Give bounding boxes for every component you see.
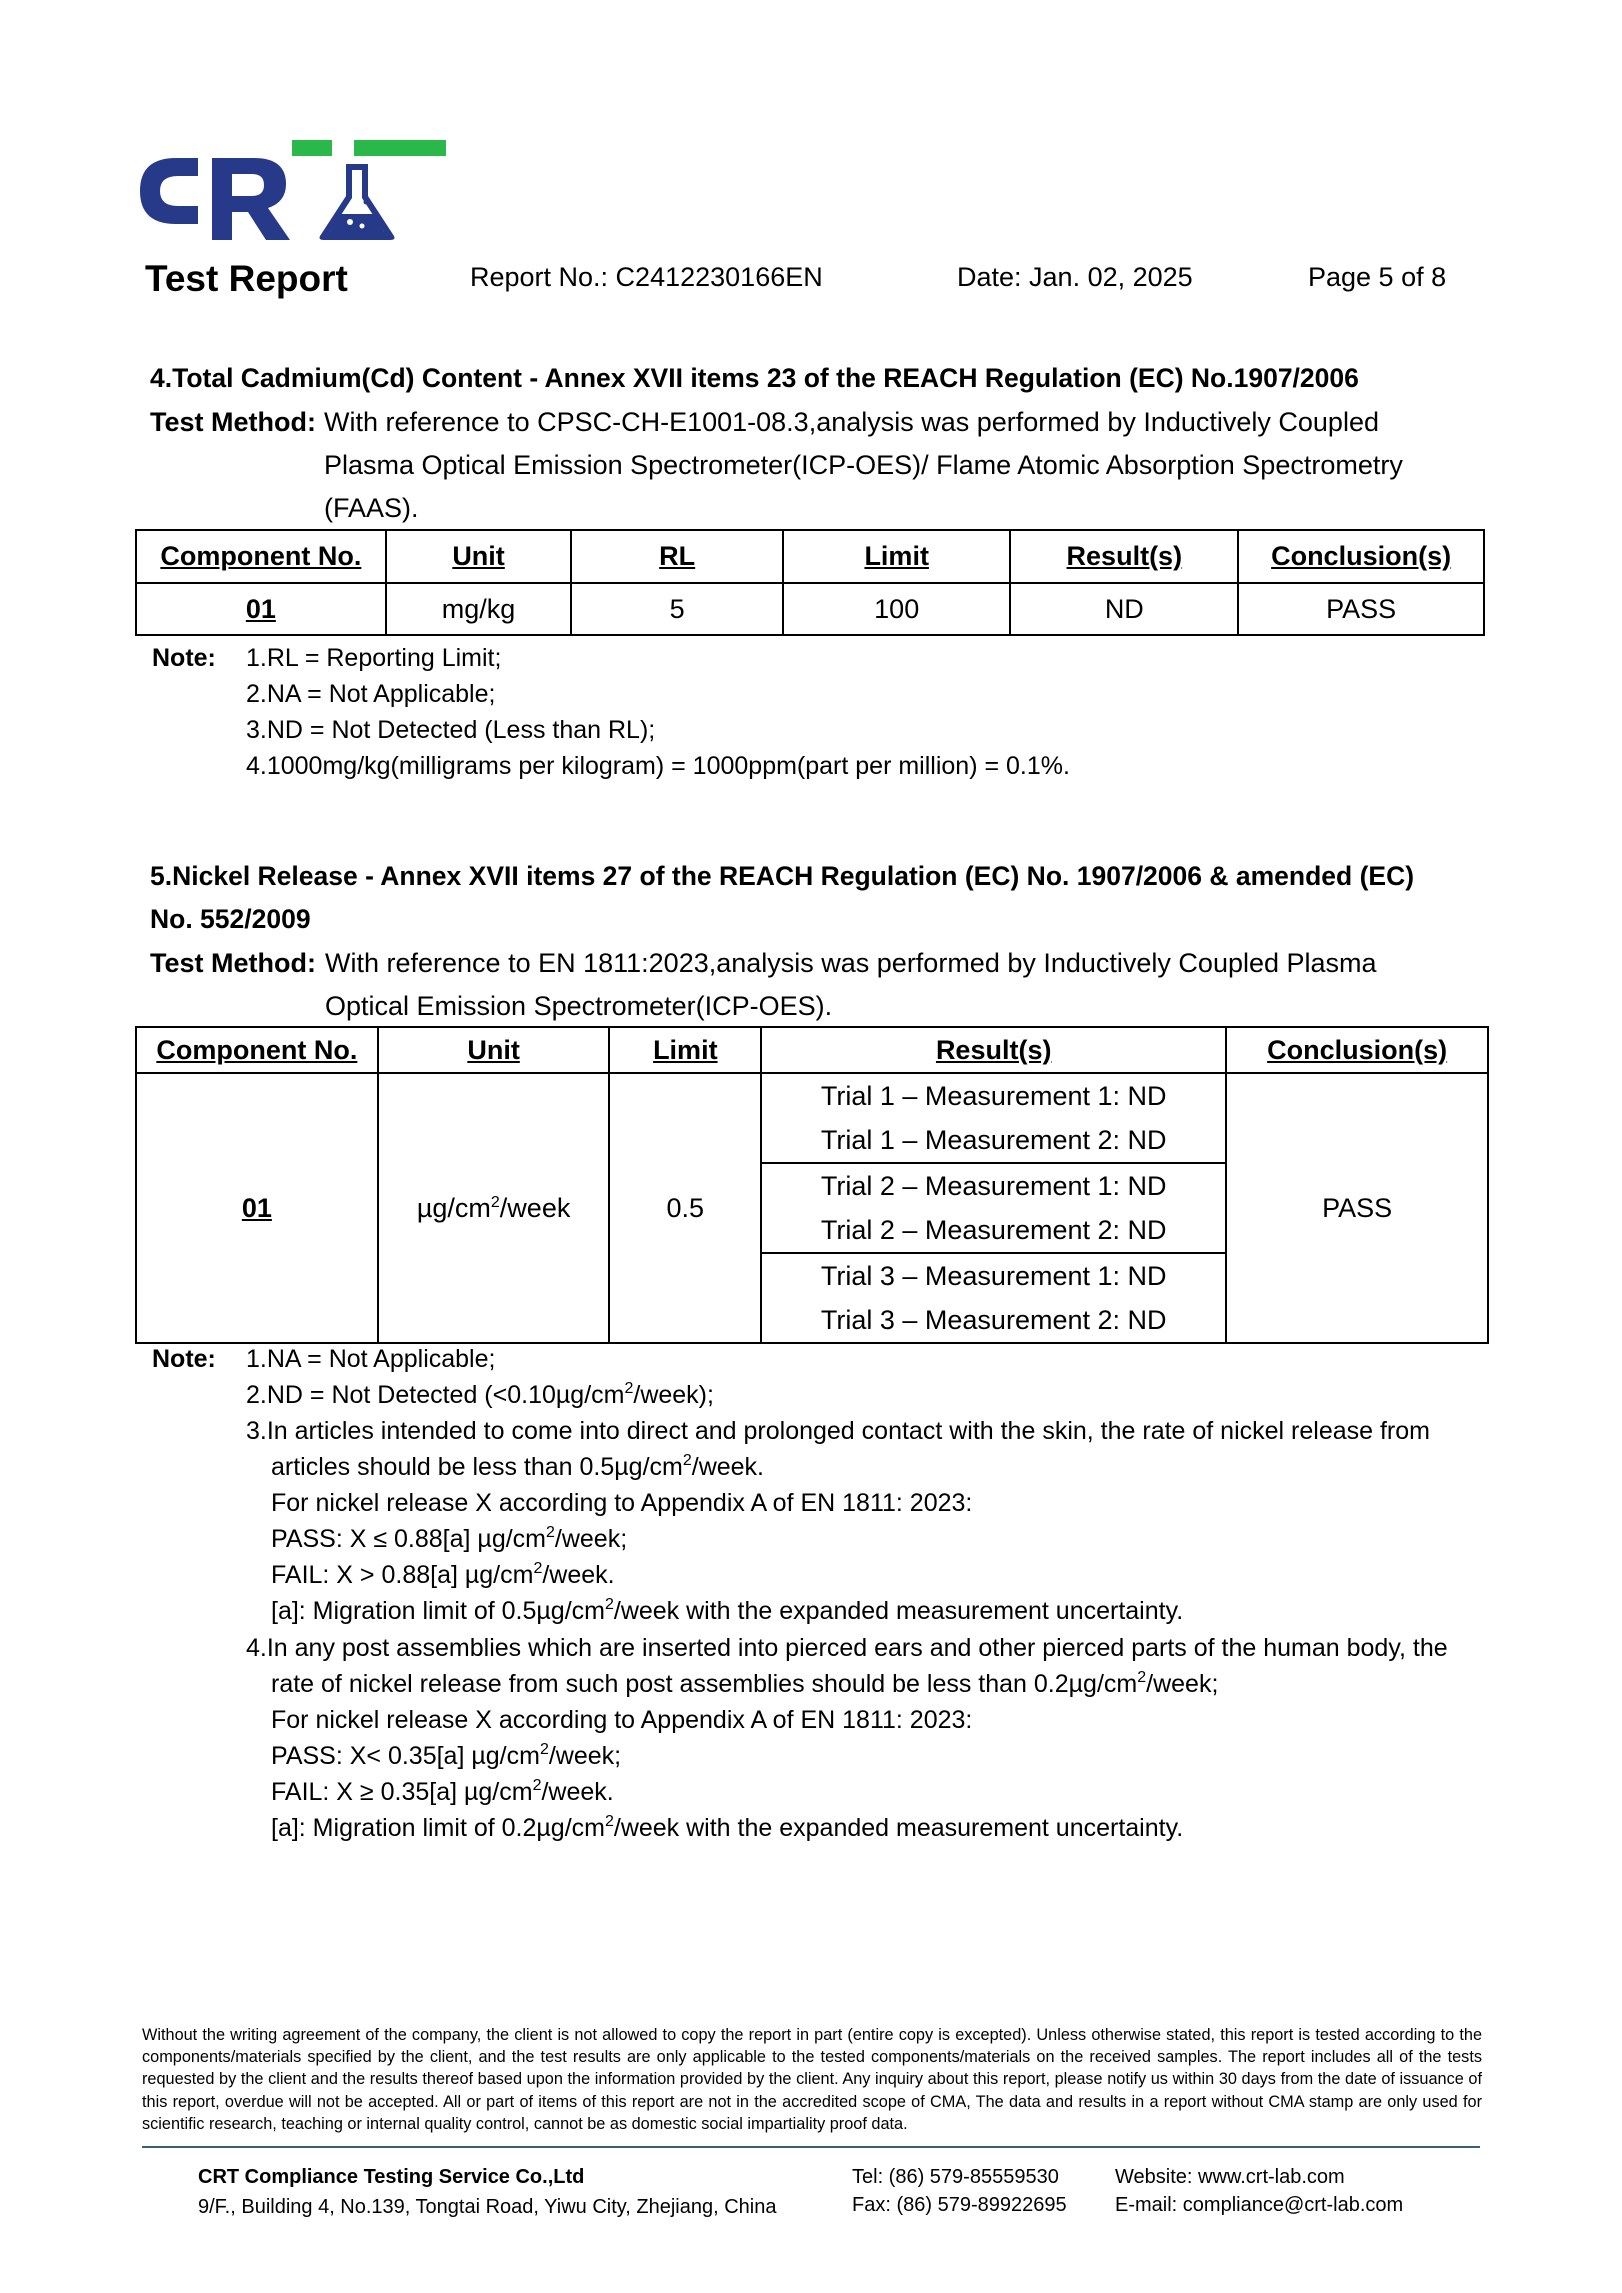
section4-method — [150, 407, 316, 438]
note-superscript: 2 — [604, 1596, 614, 1613]
trial-group-2 — [762, 1164, 1225, 1254]
col-header-limit: Limit — [609, 1027, 761, 1073]
col-header-rl: RL — [571, 530, 783, 583]
note-text: FAIL: X > 0.88[a] µg/cm — [271, 1561, 534, 1589]
footer-divider — [142, 2146, 1480, 2148]
section5-note-4e — [271, 1778, 614, 1807]
note-text: FAIL: X ≥ 0.35[a] µg/cm — [271, 1778, 533, 1806]
section5-note-3b — [271, 1453, 764, 1482]
footer-tel: Tel: (86) 579-85559530 — [852, 2166, 1059, 2188]
note-text: [a]: Migration limit of 0.2µg/cm — [271, 1814, 605, 1842]
cell-unit — [378, 1073, 610, 1343]
col-header-conclusion: Conclusion(s) — [1238, 530, 1484, 583]
section4-note-3: 3.ND = Not Detected (Less than RL); — [246, 716, 656, 744]
col-header-unit: Unit — [386, 530, 572, 583]
note-text: /week; — [548, 1742, 622, 1770]
note-text: PASS: X ≤ 0.88[a] µg/cm — [271, 1525, 546, 1553]
result-line: Trial 3 – Measurement 2: ND — [820, 1305, 1167, 1335]
col-header-component: Component No. — [136, 1027, 378, 1073]
note-superscript: 2 — [624, 1380, 634, 1397]
note-superscript: 2 — [604, 1813, 614, 1830]
cell-conclusion: PASS — [1226, 1073, 1488, 1343]
section5-note-1: 1.NA = Not Applicable; — [246, 1345, 496, 1373]
cell-conclusion: PASS — [1238, 583, 1484, 635]
col-header-results: Result(s) — [1010, 530, 1238, 583]
nickel-results-table — [135, 1026, 1489, 1344]
section5-note-4b — [271, 1670, 1218, 1699]
note-superscript: 2 — [1137, 1669, 1147, 1686]
section5-method-line2: Optical Emission Spectrometer(ICP-OES). — [325, 991, 833, 1021]
section5-note-2 — [246, 1381, 714, 1410]
trial-group-1 — [762, 1074, 1225, 1164]
footer-company: CRT Compliance Testing Service Co.,Ltd — [198, 2166, 585, 2188]
note-text: /week. — [541, 1778, 614, 1806]
section5-note-4a: 4.In any post assemblies which are inserted into pierced ears and other pierced parts of the human body, the — [246, 1634, 1448, 1662]
note-text: /week with the expanded measurement uncertainty. — [613, 1814, 1184, 1842]
section5-title-line1: 5.Nickel Release - Annex XVII items 27 of the REACH Regulation (EC) No. 1907/2006 & amended (EC) — [150, 861, 1415, 891]
section5-note-4d — [271, 1742, 621, 1771]
note-superscript: 2 — [532, 1777, 542, 1794]
note-superscript: 2 — [533, 1560, 543, 1577]
col-header-conclusion: Conclusion(s) — [1226, 1027, 1488, 1073]
section5-note-label: Note: — [152, 1345, 216, 1373]
cell-limit: 0.5 — [609, 1073, 761, 1343]
section5-title-line2: No. 552/2009 — [150, 904, 311, 934]
footer-website[interactable]: Website: www.crt-lab.com — [1115, 2166, 1345, 2188]
section4-note-4: 4.1000mg/kg(milligrams per kilogram) = 1000ppm(part per million) = 0.1%. — [246, 752, 1070, 780]
disclaimer: Without the writing agreement of the company, the client is not allowed to copy the report in part (entire copy is excepted). Unless otherwise stated, this report is tested according to the components/materials specified by the client, and the test results are only applicable to the tested components/materials on the received samples. The report includes all of the tests requested by the client and the results thereof based upon the information provided by the client. Any inquiry about this report, please notify us within 30 days from the date of issuance of this report, overdue will not be accepted. All or part of items of this report are not in the accredited scope of CMA, The data and results in a report without CMA stamp are only used for scientific research, teaching or internal quality control, cannot be as domestic social impartiality proof data. — [142, 2026, 1482, 2133]
cell-results — [761, 1073, 1226, 1343]
footer-fax: Fax: (86) 579-89922695 — [852, 2194, 1067, 2216]
cell-limit: 100 — [783, 583, 1011, 635]
unit-superscript: 2 — [490, 1193, 500, 1211]
page-number: Page 5 of 8 — [1308, 262, 1447, 292]
section5-note-4f — [271, 1814, 1183, 1843]
section5-note-4c: For nickel release X according to Appendix A of EN 1811: 2023: — [271, 1706, 973, 1734]
section5-note-3d — [271, 1525, 627, 1554]
note-text: articles should be less than 0.5µg/cm — [271, 1453, 683, 1481]
note-text: PASS: X< 0.35[a] µg/cm — [271, 1742, 540, 1770]
result-line: Trial 3 – Measurement 1: ND — [820, 1261, 1167, 1291]
section5-note-3c: For nickel release X according to Appendix A of EN 1811: 2023: — [271, 1489, 973, 1517]
test-method-label: Test Method: — [150, 948, 316, 978]
report-title: Test Report — [145, 258, 348, 299]
result-line: Trial 1 – Measurement 1: ND — [820, 1081, 1167, 1111]
footer-address: 9/F., Building 4, No.139, Tongtai Road, Yiwu City, Zhejiang, China — [198, 2196, 777, 2218]
trial-group-3 — [762, 1254, 1225, 1342]
result-line: Trial 2 – Measurement 1: ND — [820, 1171, 1167, 1201]
col-header-unit: Unit — [378, 1027, 610, 1073]
result-line: Trial 2 – Measurement 2: ND — [820, 1215, 1167, 1245]
section4-note-2: 2.NA = Not Applicable; — [246, 680, 496, 708]
cell-result: ND — [1010, 583, 1238, 635]
cell-rl: 5 — [571, 583, 783, 635]
note-text: rate of nickel release from such post assemblies should be less than 0.2µg/cm — [271, 1670, 1138, 1698]
cell-unit: mg/kg — [386, 583, 572, 635]
test-method-label: Test Method: — [150, 407, 316, 437]
section4-note-1: 1.RL = Reporting Limit; — [246, 644, 502, 672]
crt-logo — [136, 140, 448, 242]
section5-note-3a: 3.In articles intended to come into direct and prolonged contact with the skin, the rate of nickel release from — [246, 1417, 1430, 1445]
section5-method — [150, 948, 316, 979]
note-superscript: 2 — [539, 1741, 549, 1758]
result-line: Trial 1 – Measurement 2: ND — [820, 1125, 1167, 1155]
cell-component: 01 — [136, 1073, 378, 1343]
cell-component: 01 — [136, 583, 386, 635]
cadmium-results-table — [135, 529, 1485, 636]
report-number: Report No.: C2412230166EN — [470, 262, 823, 292]
col-header-component: Component No. — [136, 530, 386, 583]
report-date: Date: Jan. 02, 2025 — [957, 262, 1193, 292]
col-header-limit: Limit — [783, 530, 1011, 583]
section4-method-line3: (FAAS). — [324, 493, 419, 523]
note-text: /week; — [1146, 1670, 1219, 1698]
note-text: /week. — [542, 1561, 615, 1589]
note-text: /week with the expanded measurement uncertainty. — [613, 1597, 1184, 1625]
note-text: 2.ND = Not Detected (<0.10µg/cm — [246, 1381, 625, 1409]
section4-method-line1: With reference to CPSC-CH-E1001-08.3,analysis was performed by Inductively Coupled — [324, 407, 1379, 437]
section4-note-label: Note: — [152, 644, 216, 672]
footer-email[interactable]: E-mail: compliance@crt-lab.com — [1115, 2194, 1404, 2216]
note-superscript: 2 — [682, 1452, 692, 1469]
section4-title: 4.Total Cadmium(Cd) Content - Annex XVII items 23 of the REACH Regulation (EC) No.1907/2006 — [150, 363, 1359, 393]
col-header-results: Result(s) — [761, 1027, 1226, 1073]
table-row — [136, 1073, 1488, 1343]
section5-note-3e — [271, 1561, 615, 1590]
note-text: /week. — [691, 1453, 765, 1481]
note-text: [a]: Migration limit of 0.5µg/cm — [271, 1597, 605, 1625]
note-text: /week); — [633, 1381, 714, 1409]
unit-base: µg/cm — [416, 1192, 491, 1223]
unit-suffix: /week — [499, 1192, 571, 1223]
table-header-row — [136, 530, 1484, 583]
note-superscript: 2 — [546, 1524, 555, 1541]
section5-note-3f — [271, 1597, 1183, 1626]
table-row — [136, 583, 1484, 635]
section4-method-line2: Plasma Optical Emission Spectrometer(ICP-OES)/ Flame Atomic Absorption Spectrometry — [324, 450, 1403, 480]
section5-method-line1: With reference to EN 1811:2023,analysis was performed by Inductively Coupled Plasma — [325, 948, 1377, 978]
table-header-row — [136, 1027, 1488, 1073]
note-text: /week; — [554, 1525, 628, 1553]
